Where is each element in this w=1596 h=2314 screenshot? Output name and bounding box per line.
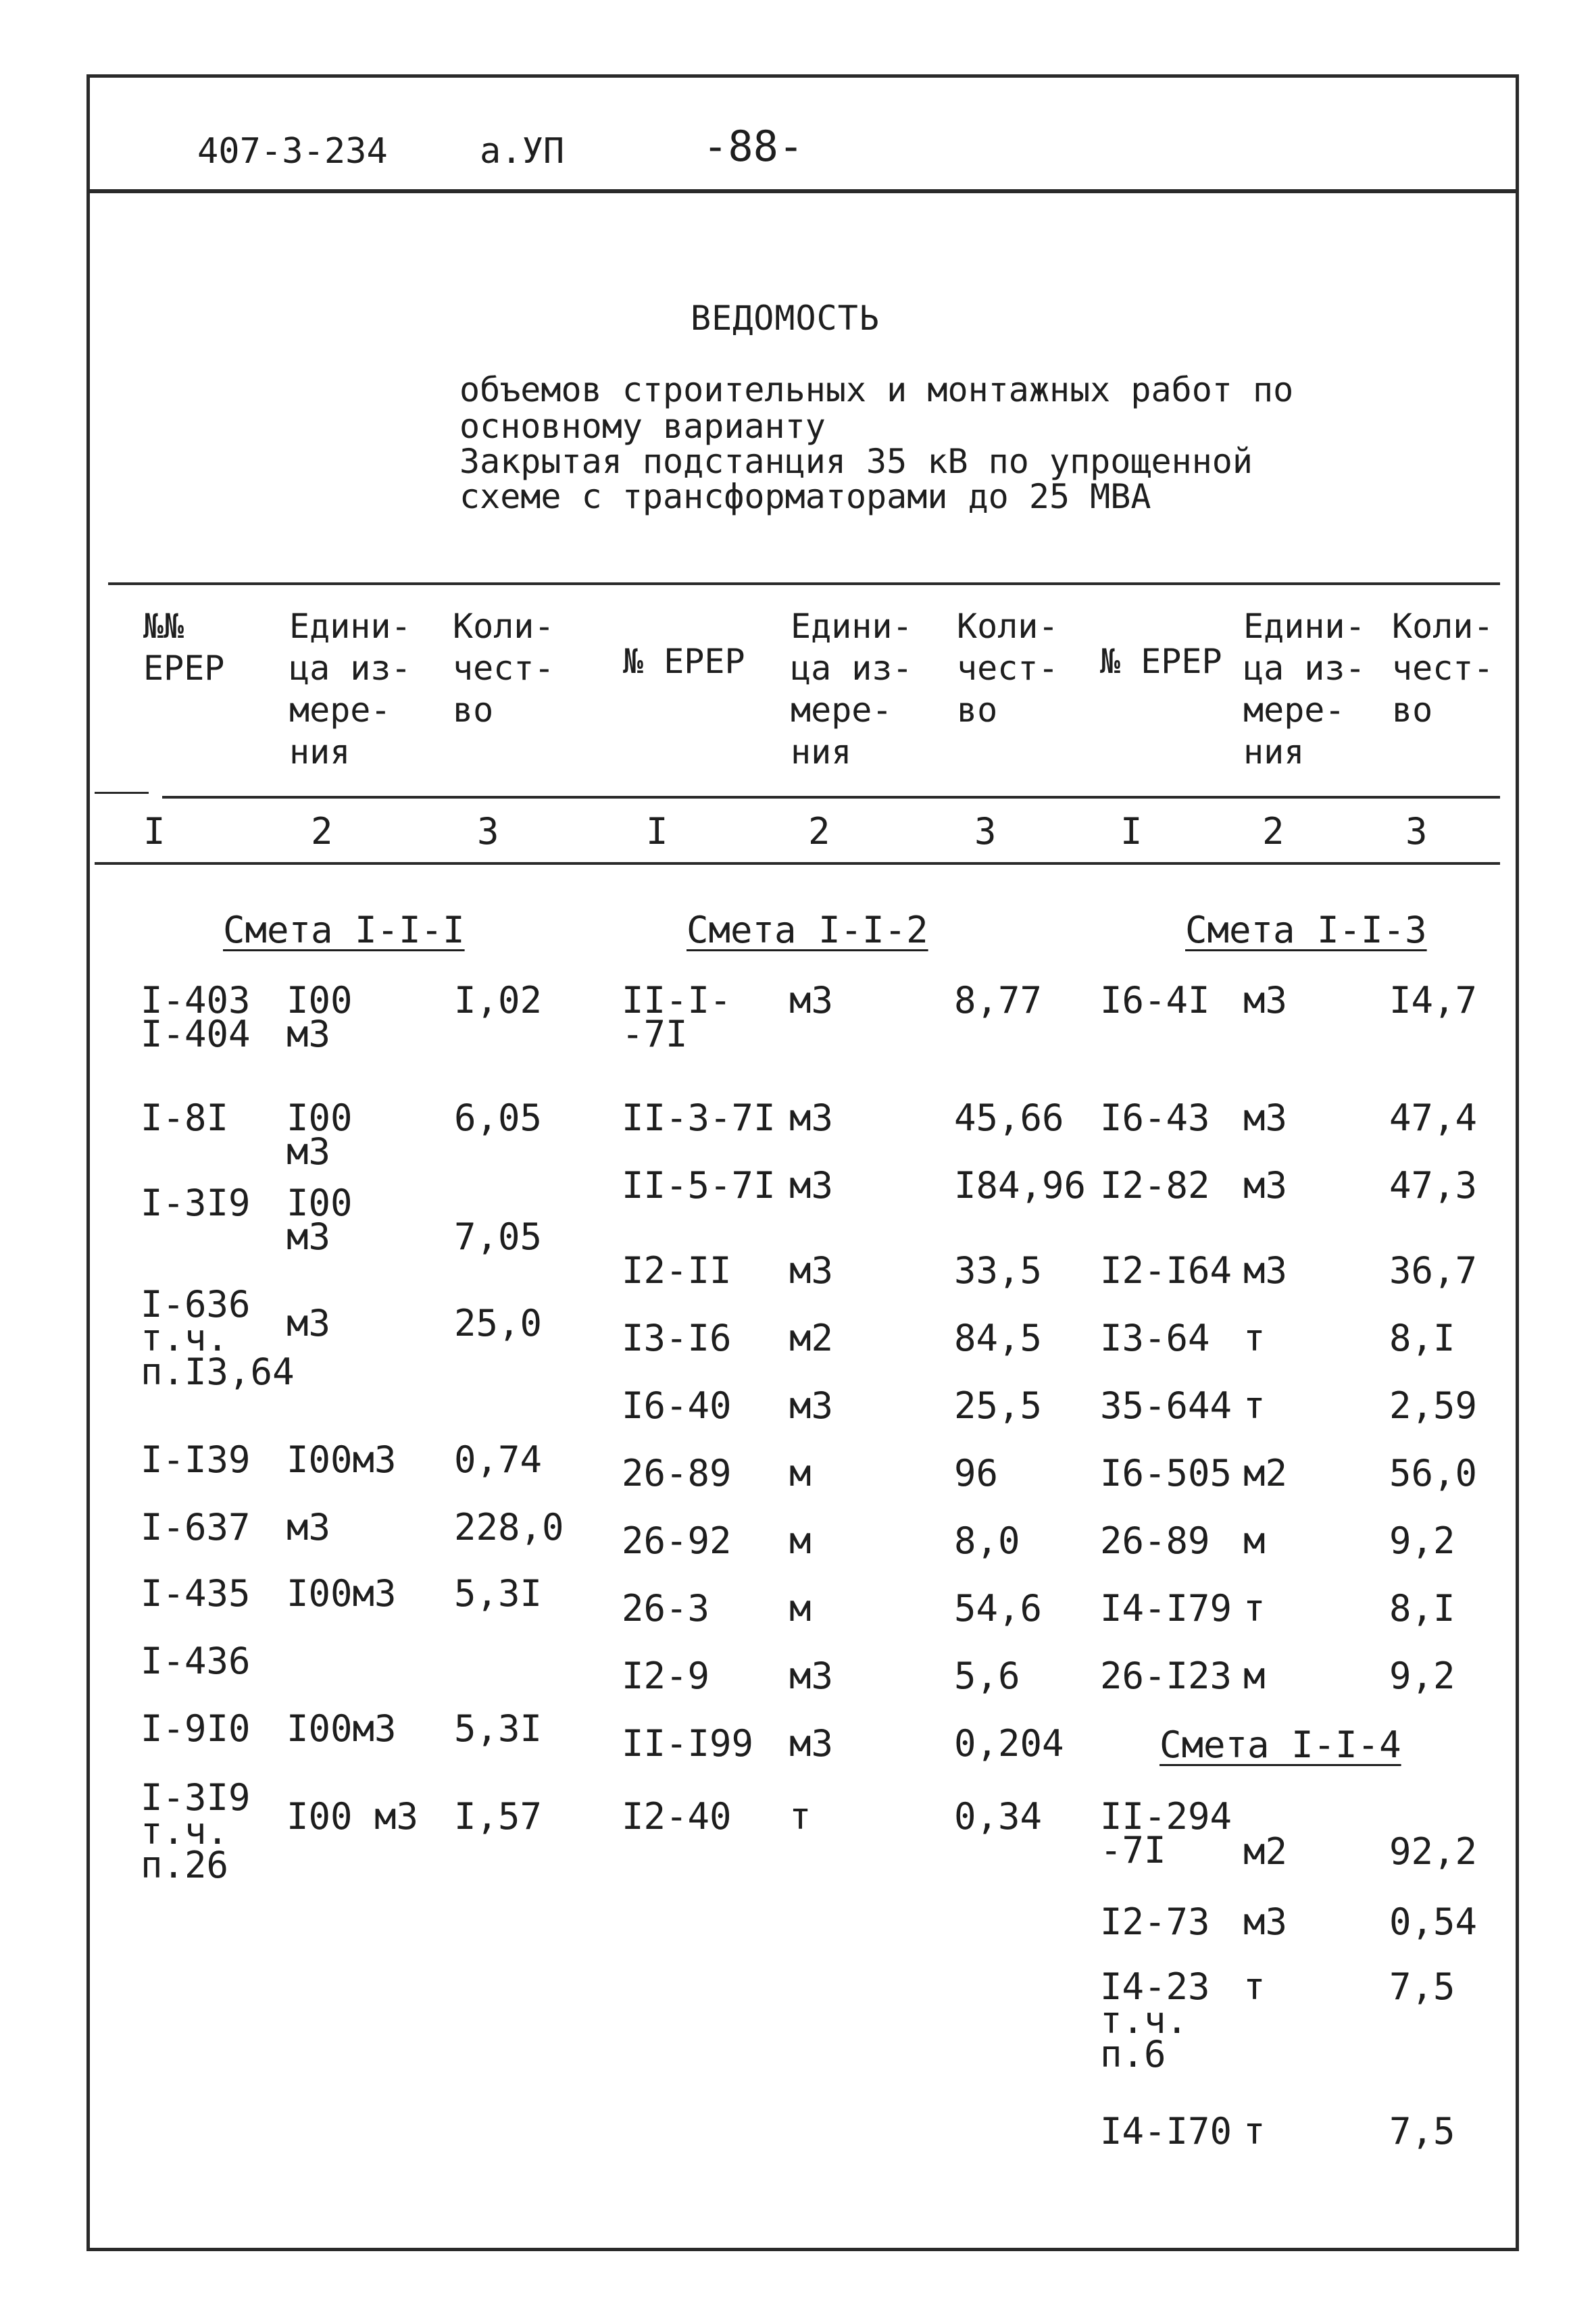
col-number: 2 bbox=[1262, 810, 1285, 853]
col-header-qty-2: Коли- чест- во bbox=[957, 607, 1059, 730]
table-cell-qty: 0,54 bbox=[1389, 1901, 1478, 1943]
col-header-ep-1: №№ ЕРЕР bbox=[143, 607, 225, 688]
table-cell-unit: м3 bbox=[286, 1506, 331, 1549]
table-cell-code: I6-505 bbox=[1100, 1452, 1232, 1494]
col-header-unit-1: Едини- ца из- мере- ния bbox=[289, 607, 412, 772]
table-cell-qty: 84,5 bbox=[954, 1317, 1043, 1359]
table-cell-qty: 47,3 bbox=[1389, 1164, 1478, 1207]
table-cell-qty: I4,7 bbox=[1389, 979, 1478, 1022]
table-cell-code: 26-89 bbox=[1100, 1519, 1210, 1562]
table-cell-qty: 54,6 bbox=[954, 1587, 1043, 1630]
table-cell-code: 26-I23 bbox=[1100, 1655, 1232, 1697]
table-cell-unit: м3 bbox=[789, 1097, 834, 1139]
table-cell-unit: т bbox=[1243, 1384, 1266, 1427]
table-cell-unit: м3 bbox=[789, 1249, 834, 1292]
table-cell-code: II-294 -7I bbox=[1100, 1795, 1232, 1871]
table-cell-unit: м3 bbox=[789, 1655, 834, 1697]
table-cell-qty: 92,2 bbox=[1389, 1830, 1478, 1873]
table-cell-unit: м3 bbox=[789, 1164, 834, 1207]
table-cell-qty: 5,3I bbox=[454, 1707, 543, 1750]
table-cell-code: I2-9 bbox=[622, 1655, 710, 1697]
table-cell-qty: 36,7 bbox=[1389, 1249, 1478, 1292]
col-header-qty-3: Коли- чест- во bbox=[1392, 607, 1494, 730]
table-cell-unit: I00м3 bbox=[286, 1572, 397, 1615]
table-cell-code: I4-I70 bbox=[1100, 2110, 1232, 2153]
table-cell-unit: м3 bbox=[1243, 1249, 1288, 1292]
table-cell-code: I4-I79 bbox=[1100, 1587, 1232, 1630]
table-cell-qty: 7,5 bbox=[1389, 2110, 1455, 2153]
estimate-heading-4: Смета I-I-4 bbox=[1159, 1724, 1401, 1766]
table-cell-unit: м3 bbox=[789, 1384, 834, 1427]
table-cell-qty: 9,2 bbox=[1389, 1655, 1455, 1697]
table-cell-unit: I00м3 bbox=[286, 1707, 397, 1750]
table-cell-code: I-637 bbox=[141, 1506, 251, 1549]
table-cell-qty: 8,77 bbox=[954, 979, 1043, 1022]
table-cell-unit: м3 bbox=[1243, 1901, 1288, 1943]
table-cell-code: I6-40 bbox=[622, 1384, 732, 1427]
subtitle-line-4: схеме с трансформаторами до 25 МВА bbox=[459, 477, 1151, 516]
table-cell-qty: 5,6 bbox=[954, 1655, 1020, 1697]
table-cell-unit: м bbox=[789, 1452, 812, 1494]
document-title: ВЕДОМОСТЬ bbox=[691, 299, 880, 338]
table-cell-qty: 25,0 bbox=[454, 1302, 543, 1344]
table-cell-unit: м bbox=[1243, 1655, 1266, 1697]
table-cell-code: I-403 I-404 bbox=[141, 979, 251, 1055]
col-header-ep-3: № ЕРЕР bbox=[1100, 642, 1222, 681]
table-cell-code: I6-4I bbox=[1100, 979, 1210, 1022]
table-cell-code: I-636 т.ч. п.I3,64 bbox=[141, 1283, 295, 1393]
table-cell-qty: I84,96 bbox=[954, 1164, 1087, 1207]
table-cell-qty: I,02 bbox=[454, 979, 543, 1022]
col-number: I bbox=[646, 810, 668, 853]
table-cell-code: I6-43 bbox=[1100, 1097, 1210, 1139]
table-cell-unit: м3 bbox=[1243, 979, 1288, 1022]
col-number: 2 bbox=[808, 810, 830, 853]
table-cell-unit: I00 м3 bbox=[286, 1182, 353, 1258]
estimate-heading-2: Смета I-I-2 bbox=[687, 909, 928, 951]
table-cell-unit: т bbox=[1243, 1965, 1266, 2008]
table-cell-code: I-3I9 т.ч. п.26 bbox=[141, 1776, 251, 1886]
table-cell-unit: т bbox=[1243, 1317, 1266, 1359]
table-body-rule bbox=[95, 862, 1500, 865]
table-cell-unit: м bbox=[789, 1587, 812, 1630]
table-cell-qty: 47,4 bbox=[1389, 1097, 1478, 1139]
table-cell-unit: I00 м3 bbox=[286, 1097, 353, 1173]
table-cell-qty: 5,3I bbox=[454, 1572, 543, 1615]
header-divider bbox=[86, 189, 1519, 193]
estimate-heading-1: Смета I-I-I bbox=[223, 909, 465, 951]
col-header-ep-2: № ЕРЕР bbox=[623, 642, 745, 681]
col-header-unit-2: Едини- ца из- мере- ния bbox=[791, 607, 913, 772]
col-header-unit-3: Едини- ца из- мере- ния bbox=[1243, 607, 1366, 772]
table-header-rule bbox=[162, 796, 1500, 799]
table-cell-code: I-8I bbox=[141, 1097, 229, 1139]
col-number: 3 bbox=[974, 810, 997, 853]
table-cell-code: I2-82 bbox=[1100, 1164, 1210, 1207]
table-cell-code: I2-I64 bbox=[1100, 1249, 1232, 1292]
table-cell-code: I-436 bbox=[141, 1640, 251, 1682]
table-cell-unit: I00м3 bbox=[286, 1438, 397, 1481]
table-cell-unit: м2 bbox=[1243, 1452, 1288, 1494]
table-cell-unit: I00 м3 bbox=[286, 1795, 419, 1838]
col-number: 2 bbox=[311, 810, 333, 853]
table-cell-code: I-435 bbox=[141, 1572, 251, 1615]
table-top-rule bbox=[108, 582, 1500, 585]
table-cell-unit: м3 bbox=[1243, 1097, 1288, 1139]
table-cell-code: I2-73 bbox=[1100, 1901, 1210, 1943]
table-cell-qty: 8,I bbox=[1389, 1587, 1455, 1630]
table-cell-code: I3-I6 bbox=[622, 1317, 732, 1359]
table-cell-code: 26-92 bbox=[622, 1519, 732, 1562]
table-cell-code: II-5-7I bbox=[622, 1164, 776, 1207]
table-cell-unit: I00 м3 bbox=[286, 979, 353, 1055]
col-number: I bbox=[143, 810, 166, 853]
table-cell-qty: 56,0 bbox=[1389, 1452, 1478, 1494]
table-cell-unit: м3 bbox=[789, 979, 834, 1022]
table-cell-qty: 228,0 bbox=[454, 1506, 564, 1549]
table-cell-unit: м3 bbox=[1243, 1164, 1288, 1207]
table-cell-unit: т bbox=[1243, 2110, 1266, 2153]
table-cell-code: I-9I0 bbox=[141, 1707, 251, 1750]
table-cell-qty: 0,204 bbox=[954, 1722, 1064, 1765]
table-cell-code: I-I39 bbox=[141, 1438, 251, 1481]
table-cell-qty: 2,59 bbox=[1389, 1384, 1478, 1427]
table-cell-code: II-I99 bbox=[622, 1722, 754, 1765]
col-header-qty-1: Коли- чест- во bbox=[453, 607, 555, 730]
table-cell-qty: 9,2 bbox=[1389, 1519, 1455, 1562]
estimate-heading-3: Смета I-I-3 bbox=[1185, 909, 1427, 951]
table-cell-qty: 8,0 bbox=[954, 1519, 1020, 1562]
table-cell-unit: м bbox=[1243, 1519, 1266, 1562]
table-cell-unit: м bbox=[789, 1519, 812, 1562]
table-cell-qty: 0,34 bbox=[954, 1795, 1043, 1838]
col-number: I bbox=[1120, 810, 1143, 853]
table-cell-code: 26-89 bbox=[622, 1452, 732, 1494]
table-cell-code: II-I- -7I bbox=[622, 979, 732, 1055]
stray-dash bbox=[95, 792, 149, 794]
table-cell-qty: 6,05 bbox=[454, 1097, 543, 1139]
table-cell-unit: м2 bbox=[789, 1317, 834, 1359]
table-cell-qty: 25,5 bbox=[954, 1384, 1043, 1427]
table-cell-qty: 33,5 bbox=[954, 1249, 1043, 1292]
table-cell-code: I2-II bbox=[622, 1249, 732, 1292]
table-cell-qty: 7,05 bbox=[454, 1215, 543, 1258]
subtitle-line-2: основному варианту bbox=[459, 407, 826, 446]
table-cell-unit: м3 bbox=[286, 1302, 331, 1344]
col-number: 3 bbox=[477, 810, 499, 853]
table-cell-unit: м2 bbox=[1243, 1830, 1288, 1873]
table-cell-qty: 0,74 bbox=[454, 1438, 543, 1481]
doc-number: 407-3-234 bbox=[197, 131, 388, 172]
col-number: 3 bbox=[1405, 810, 1428, 853]
album-label: а.УП bbox=[480, 131, 565, 172]
table-cell-unit: м3 bbox=[789, 1722, 834, 1765]
table-cell-code: I2-40 bbox=[622, 1795, 732, 1838]
subtitle-line-3: Закрытая подстанция 35 кВ по упрощенной bbox=[459, 442, 1253, 481]
table-cell-code: I-3I9 bbox=[141, 1182, 251, 1224]
table-cell-code: 26-3 bbox=[622, 1587, 710, 1630]
table-cell-code: I3-64 bbox=[1100, 1317, 1210, 1359]
table-cell-qty: 45,66 bbox=[954, 1097, 1064, 1139]
table-cell-unit: т bbox=[789, 1795, 812, 1838]
table-cell-qty: 8,I bbox=[1389, 1317, 1455, 1359]
table-cell-qty: 96 bbox=[954, 1452, 999, 1494]
table-cell-code: II-3-7I bbox=[622, 1097, 776, 1139]
subtitle-line-1: объемов строительных и монтажных работ по bbox=[459, 370, 1294, 409]
table-cell-code: 35-644 bbox=[1100, 1384, 1232, 1427]
page-number: -88- bbox=[703, 122, 804, 171]
table-cell-qty: I,57 bbox=[454, 1795, 543, 1838]
table-cell-code: I4-23 т.ч. п.6 bbox=[1100, 1965, 1210, 2076]
table-cell-unit: т bbox=[1243, 1587, 1266, 1630]
table-cell-qty: 7,5 bbox=[1389, 1965, 1455, 2008]
